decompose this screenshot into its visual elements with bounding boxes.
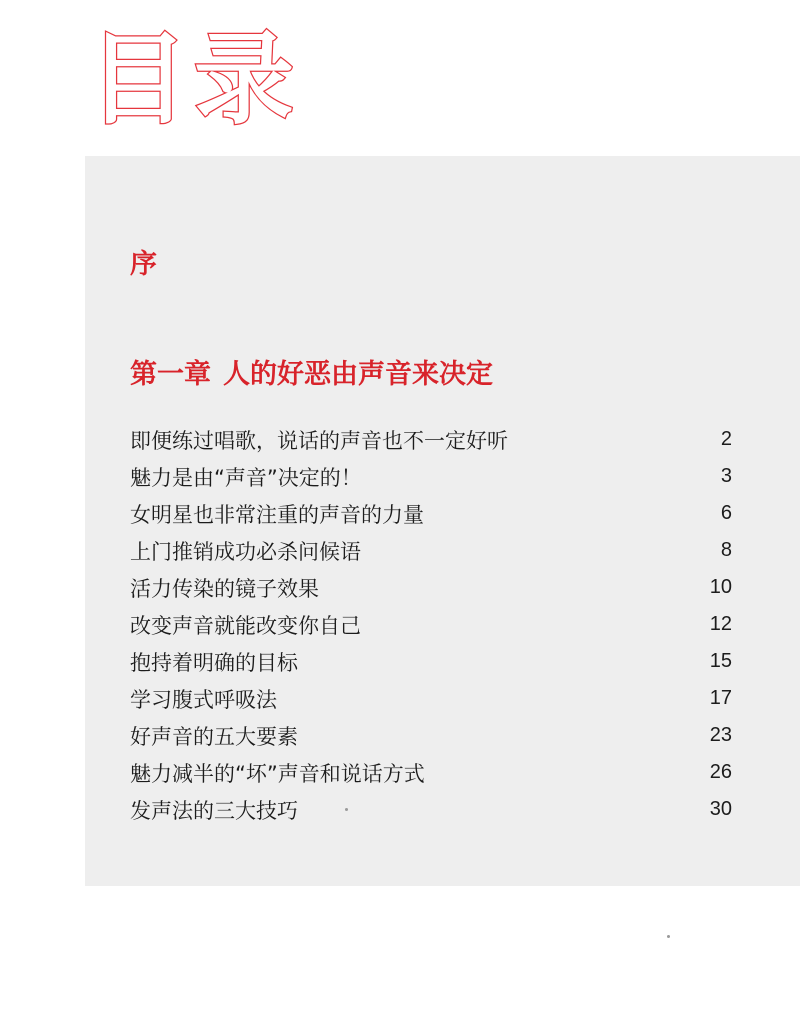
toc-entry-page: 10 xyxy=(709,576,732,598)
toc-entry-title: 活力传染的镜子效果 xyxy=(130,576,319,601)
toc-entry-page: 26 xyxy=(709,761,732,783)
preface-link[interactable]: 序 xyxy=(130,249,157,280)
chapter-title: 人的好恶由声音来决定 xyxy=(223,359,493,390)
toc-entry-page: 3 xyxy=(720,465,732,487)
toc-entry-page: 17 xyxy=(709,687,732,709)
toc-entry-title: 发声法的三大技巧 xyxy=(130,798,298,823)
toc-entry-page: 8 xyxy=(720,539,732,561)
toc-entry-title: 即便练过唱歌，说话的声音也不一定好听 xyxy=(130,428,508,453)
toc-entry-title: 魅力减半的“坏”声音和说话方式 xyxy=(130,761,425,786)
chapter-heading[interactable] xyxy=(130,352,493,391)
toc-entry-page: 2 xyxy=(720,428,732,450)
chapter-number: 第一章 xyxy=(130,359,211,390)
toc-entry-title: 改变声音就能改变你自己 xyxy=(130,613,361,638)
toc-list xyxy=(130,421,732,828)
toc-entry-title: 抱持着明确的目标 xyxy=(130,650,298,675)
toc-entry[interactable] xyxy=(130,495,732,532)
toc-entry[interactable] xyxy=(130,421,732,458)
toc-entry-title: 魅力是由“声音”决定的！ xyxy=(130,465,362,490)
toc-entry-page: 15 xyxy=(709,650,732,672)
page-title: 目录 xyxy=(88,21,300,138)
scan-speck xyxy=(667,935,670,938)
toc-entry[interactable] xyxy=(130,717,732,754)
toc-entry-page: 23 xyxy=(709,724,732,746)
toc-entry-title: 好声音的五大要素 xyxy=(130,724,298,749)
toc-entry[interactable] xyxy=(130,458,732,495)
toc-entry-title: 学习腹式呼吸法 xyxy=(130,687,277,712)
scan-speck xyxy=(345,808,348,811)
toc-entry[interactable] xyxy=(130,754,732,791)
toc-entry-page: 30 xyxy=(709,798,732,820)
toc-entry-page: 12 xyxy=(709,613,732,635)
toc-entry-page: 6 xyxy=(720,502,732,524)
toc-entry[interactable] xyxy=(130,606,732,643)
toc-entry[interactable] xyxy=(130,532,732,569)
toc-entry-title: 女明星也非常注重的声音的力量 xyxy=(130,502,424,527)
toc-entry[interactable] xyxy=(130,569,732,606)
toc-entry[interactable] xyxy=(130,680,732,717)
toc-entry[interactable] xyxy=(130,791,732,828)
toc-entry[interactable] xyxy=(130,643,732,680)
toc-entry-title: 上门推销成功必杀问候语 xyxy=(130,539,361,564)
